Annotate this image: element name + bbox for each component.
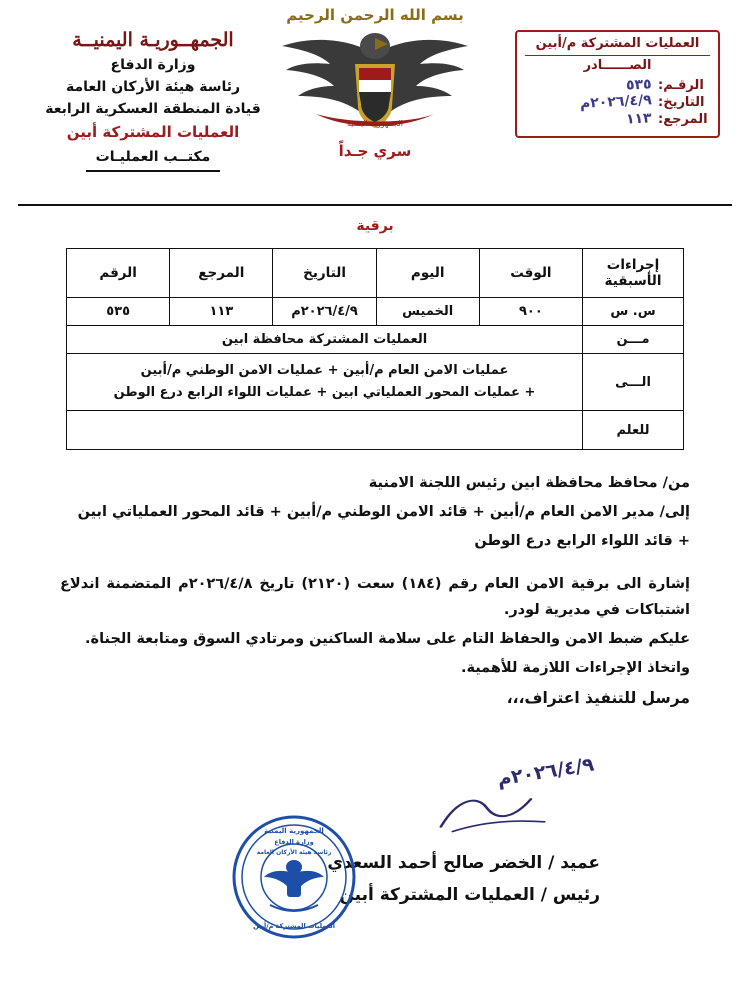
th-reference: المرجع xyxy=(170,249,273,298)
outgoing-number-value: ٥٣٥ xyxy=(625,76,653,94)
th-number: الرقم xyxy=(67,249,170,298)
outgoing-number-row xyxy=(525,77,710,93)
ministry-line: وزارة الدفاع xyxy=(110,57,196,74)
outgoing-reference-value: ١١٣ xyxy=(625,110,653,128)
republic-title: الجمهــوريـة اليمنيــة xyxy=(72,29,234,51)
cell-priority-label: س. س xyxy=(583,298,684,326)
body-paragraph-1: إشارة الى برقية الامن العام رقم (١٨٤) سعت (٢١٢٠) تاريخ ٢٠٢٦/٤/٨م المتضمنة اندلاع اشتباكات في مديرية لودر. xyxy=(60,575,690,619)
telegram-table-wrapper xyxy=(66,248,684,450)
th-date: التاريخ xyxy=(273,249,376,298)
to-line-2: + عمليات المحور العملياتي ابين + عمليات اللواء الرابع درع الوطن xyxy=(113,385,536,401)
cell-time: ٩٠٠ xyxy=(479,298,582,326)
cell-from-label: مـــن xyxy=(583,326,684,354)
general-staff-line: رئاسة هيئة الأركان العامة xyxy=(65,79,241,96)
office-line: مكتــب العمليـات xyxy=(86,147,221,173)
outgoing-box-title: العمليات المشتركة م/أبين xyxy=(525,36,710,56)
outgoing-register-box xyxy=(515,30,720,138)
cell-number: ٥٣٥ xyxy=(67,298,170,326)
outgoing-reference-label: المرجع: xyxy=(658,111,708,127)
th-priority: إجراءات الأسبقية xyxy=(583,249,684,298)
eagle-icon xyxy=(260,20,490,140)
body-from-line: من/ محافظ محافظة ابين رئيس اللجنة الامنية xyxy=(368,475,690,492)
emblem-block xyxy=(260,6,490,160)
th-day: اليوم xyxy=(376,249,479,298)
secrecy-label: سري جـداً xyxy=(338,142,412,160)
table-row xyxy=(67,298,684,326)
table-row-info xyxy=(67,411,684,450)
body-paragraph-3: واتخاذ الإجراءات اللازمة للأهمية. xyxy=(460,660,690,677)
official-round-stamp-icon xyxy=(230,813,358,941)
body-paragraph-2: عليكم ضبط الامن والحفاظ التام على سلامة الساكنين ومرتادي السوق ومتابعة الجناة. xyxy=(85,631,690,648)
to-line-1: عمليات الامن العام م/أبين + عمليات الامن الوطني م/أبين xyxy=(140,363,509,378)
body-paragraphs xyxy=(60,571,690,682)
cell-reference: ١١٣ xyxy=(170,298,273,326)
signatory-title: رئيس / العمليات المشتركة أبين xyxy=(339,884,600,905)
cell-day: الخميس xyxy=(376,298,479,326)
outgoing-reference-row xyxy=(525,111,710,127)
cell-to-value xyxy=(67,354,583,411)
signatory-name: عميد / الخضر صالح أحمد السعدي xyxy=(327,852,600,873)
outgoing-box-subtitle: الصــــــادر xyxy=(583,57,652,73)
cell-info-label: للعلم xyxy=(583,411,684,450)
svg-text:وزارة الدفاع: وزارة الدفاع xyxy=(274,837,314,846)
signature-area xyxy=(60,755,690,945)
handwritten-date: ٢٠٢٦/٤/٩م xyxy=(495,753,596,791)
table-row-from xyxy=(67,326,684,354)
th-time: الوقت xyxy=(479,249,582,298)
organization-block xyxy=(28,26,278,172)
outgoing-date-value: ٢٠٢٦/٤/٩م xyxy=(579,92,653,112)
outgoing-number-label: الرقـم: xyxy=(658,77,704,93)
svg-text:الجمهورية اليمنية: الجمهورية اليمنية xyxy=(346,119,404,128)
cell-from-value: العمليات المشتركة محافظة ابين xyxy=(67,326,583,354)
outgoing-date-row xyxy=(525,94,710,110)
cell-to-label: الـــى xyxy=(583,354,684,411)
unit-line: العمليات المشتركة أبين xyxy=(66,122,240,141)
table-header-row xyxy=(67,249,684,298)
page-footer xyxy=(0,970,750,1006)
basmala-text: بسم الله الرحمن الرحيم xyxy=(286,6,464,24)
svg-text:العمليات المشتركة م/أبين: العمليات المشتركة م/أبين xyxy=(253,921,335,930)
svg-text:الجمهورية اليمنية: الجمهورية اليمنية xyxy=(264,826,324,835)
for-execution-line: مرسل للتنفيذ اعتراف،،، xyxy=(506,688,690,707)
svg-text:رئاسة هيئة الأركان العامة: رئاسة هيئة الأركان العامة xyxy=(256,848,332,856)
telegram-label: برقية xyxy=(356,218,394,234)
body-to-line-2: + قائد اللواء الرابع درع الوطن xyxy=(474,532,690,549)
document-header xyxy=(0,0,750,200)
body-to-line-1: إلى/ مدير الامن العام م/أبين + قائد الامن الوطني م/أبين + قائد المحور العملياتي ابين xyxy=(77,504,690,520)
document-body xyxy=(60,470,690,944)
military-region-line: قيادة المنطقة العسكرية الرابعة xyxy=(45,100,261,117)
table-row-to xyxy=(67,354,684,411)
cell-info-value xyxy=(67,411,583,450)
signature-name-block xyxy=(327,847,600,912)
outgoing-date-label: التاريخ: xyxy=(658,94,705,110)
header-divider xyxy=(18,204,732,206)
cell-date: ٢٠٢٦/٤/٩م xyxy=(273,298,376,326)
telegram-table xyxy=(66,248,684,450)
